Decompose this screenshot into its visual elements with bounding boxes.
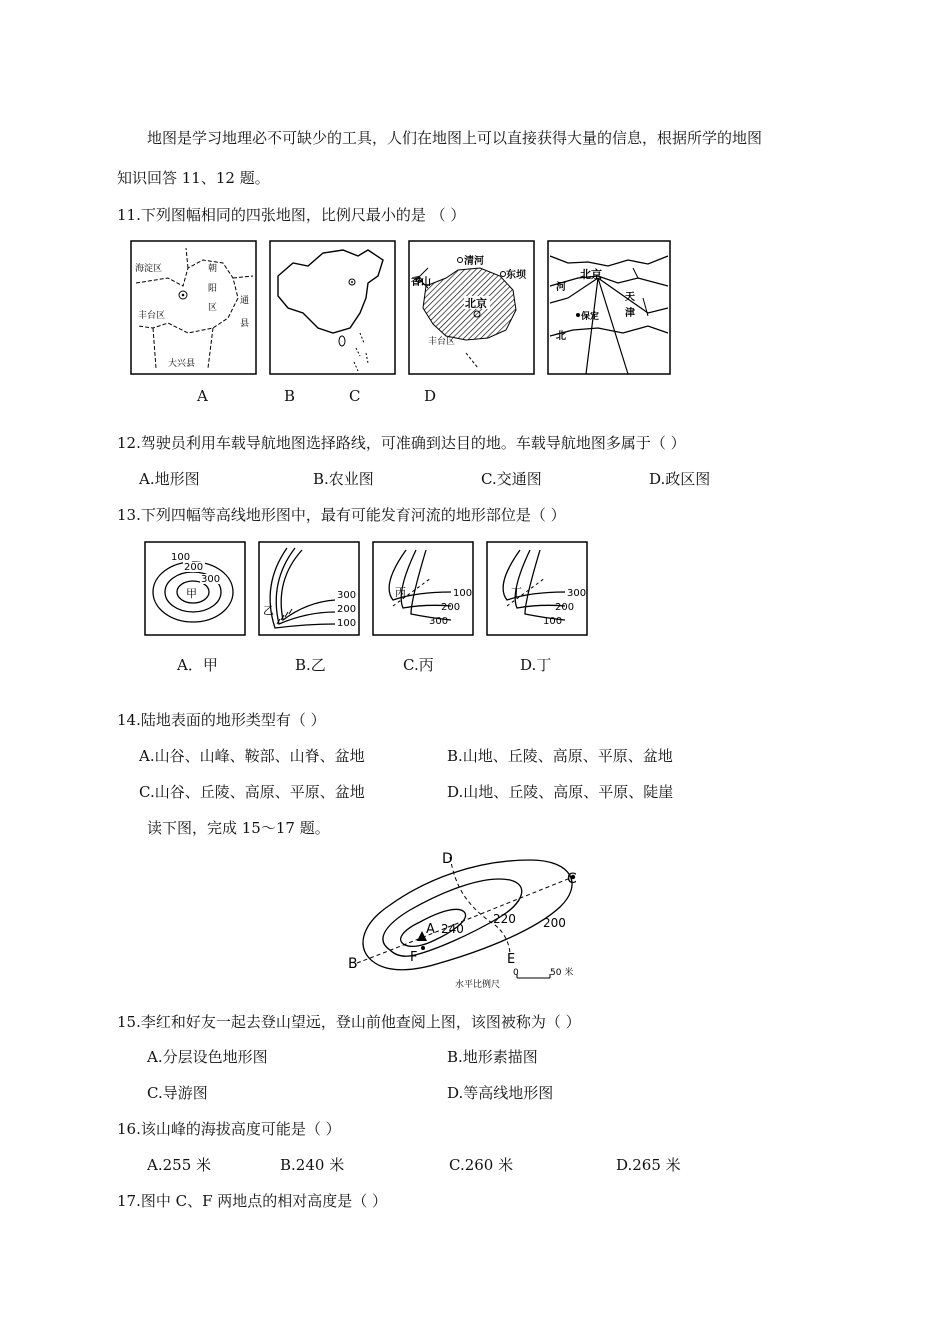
panel-yi-mark: 乙 (263, 604, 274, 617)
intro-line-2: 知识回答 11、12 题。 (117, 169, 270, 187)
panel-jia-contour: 200 (184, 562, 204, 573)
map-c-label: 北京 (465, 297, 487, 310)
map-b-china-outline (270, 241, 395, 374)
map-c-label: 香山 (411, 277, 431, 288)
q11-option-d: D (424, 387, 437, 405)
q11-stem: 11.下列图幅相同的四张地图，比例尺最小的是 （ ） (117, 206, 466, 224)
q12-option-b: B.农业图 (313, 470, 374, 488)
map-c-label: 丰台区 (428, 337, 456, 347)
panel-bing-contour: 100 (453, 588, 473, 599)
q13-contour-panels (143, 540, 591, 638)
point-label-a: A (426, 922, 435, 937)
q14-stem: 14.陆地表面的地形类型有（ ） (117, 711, 326, 729)
q11-option-c: C (349, 387, 361, 405)
q14-option-b: B.山地、丘陵、高原、平原、盆地 (447, 747, 673, 765)
map-d-label: 北 (556, 331, 566, 342)
q11-option-a: A (197, 387, 208, 405)
map-a-label: 区 (208, 303, 218, 313)
scale-bar-start: 0 (513, 968, 519, 978)
q14-option-a: A.山谷、山峰、鞍部、山脊、盆地 (139, 747, 365, 765)
q12-option-c: C.交通图 (481, 470, 542, 488)
panel-ding (487, 542, 587, 635)
point-label-f: F (410, 950, 418, 965)
panel-ding-contour: 200 (555, 602, 575, 613)
point-label-d: D (442, 851, 453, 867)
panel-yi (259, 542, 359, 635)
map-d-label: 保定 (581, 312, 600, 322)
q15-option-b: B.地形素描图 (447, 1048, 538, 1066)
read-instruction: 读下图，完成 15～17 题。 (147, 819, 330, 837)
panel-bing-contour: 300 (429, 616, 449, 627)
panel-yi-contour: 200 (337, 604, 357, 615)
panel-bing-contour: 200 (441, 602, 461, 613)
map-c-beijing-city (409, 241, 534, 374)
q15-stem: 15.李红和好友一起去登山望远，登山前他查阅上图，该图被称为（ ） (117, 1013, 581, 1031)
map-a-label: 县 (240, 319, 250, 329)
map-d-label: 天 (625, 292, 635, 303)
panel-ding-contour: 300 (567, 588, 587, 599)
map-a-label: 丰台区 (138, 311, 166, 321)
map-d-label: 河 (556, 282, 566, 293)
q15-option-a: A.分层设色地形图 (147, 1048, 268, 1066)
q15-option-c: C.导游图 (147, 1084, 208, 1102)
q11-maps-figure (128, 238, 673, 378)
q16-option-b: B.240 米 (280, 1156, 345, 1174)
panel-jia-mark: 甲 (186, 587, 197, 600)
mountain-contour-map (345, 845, 590, 990)
panel-jia-contour: 300 (201, 574, 221, 585)
map-a-label: 朝 (208, 264, 218, 274)
point-label-e: E (507, 952, 516, 967)
intro-line-1: 地图是学习地理必不可缺少的工具，人们在地图上可以直接获得大量的信息，根据所学的地图 (147, 129, 763, 147)
panel-jia-contour: 100 (171, 552, 191, 563)
q14-option-d: D.山地、丘陵、高原、平原、陡崖 (447, 783, 674, 801)
q16-option-d: D.265 米 (616, 1156, 681, 1174)
map-a-label: 大兴县 (168, 359, 196, 369)
q12-stem: 12.驾驶员利用车载导航地图选择路线，可准确到达目的地。车载导航地图多属于（ ） (117, 434, 686, 452)
scale-bar-label: 水平比例尺 (455, 980, 501, 990)
q13-option-a: A．甲 (177, 656, 218, 674)
map-c-label: 东坝 (506, 270, 526, 281)
q13-option-c: C.丙 (403, 656, 434, 674)
q16-stem: 16.该山峰的海拔高度可能是（ ） (117, 1120, 341, 1138)
q13-stem: 13.下列四幅等高线地形图中，最有可能发育河流的地形部位是（ ） (117, 506, 566, 524)
map-c-label: 清河 (464, 256, 484, 267)
panel-yi-contour: 100 (337, 618, 357, 629)
q15-option-d: D.等高线地形图 (447, 1084, 554, 1102)
q16-option-a: A.255 米 (147, 1156, 211, 1174)
panel-ding-contour: 100 (543, 616, 563, 627)
panel-yi-contour: 300 (337, 590, 357, 601)
map-a-label: 阳 (208, 284, 218, 294)
map-d-label: 北京 (580, 268, 602, 281)
q14-option-c: C.山谷、丘陵、高原、平原、盆地 (139, 783, 365, 801)
elevation-label: 220 (493, 912, 516, 926)
q12-option-d: D.政区图 (649, 470, 711, 488)
panel-jia (145, 542, 245, 635)
map-d-region-map (548, 241, 670, 374)
elevation-label: 200 (543, 916, 566, 930)
panel-bing-mark: 丙 (395, 586, 406, 599)
q13-option-d: D.丁 (520, 656, 552, 674)
map-a-label: 通 (240, 296, 250, 306)
elevation-label: 240 (441, 922, 464, 936)
q12-option-a: A.地形图 (139, 470, 200, 488)
point-label-c: C (567, 871, 577, 887)
map-a-label: 海淀区 (135, 264, 163, 274)
panel-bing (373, 542, 473, 635)
map-a-district-map (131, 241, 256, 374)
scale-bar-end: 50 米 (550, 968, 574, 978)
point-label-b: B (348, 956, 358, 972)
q16-option-c: C.260 米 (449, 1156, 514, 1174)
panel-ding-mark: 丁 (511, 586, 522, 599)
q17-stem: 17.图中 C、F 两地点的相对高度是（ ） (117, 1192, 388, 1210)
map-d-label: 津 (625, 308, 635, 319)
q11-option-b: B (284, 387, 296, 405)
q13-option-b: B.乙 (295, 656, 326, 674)
